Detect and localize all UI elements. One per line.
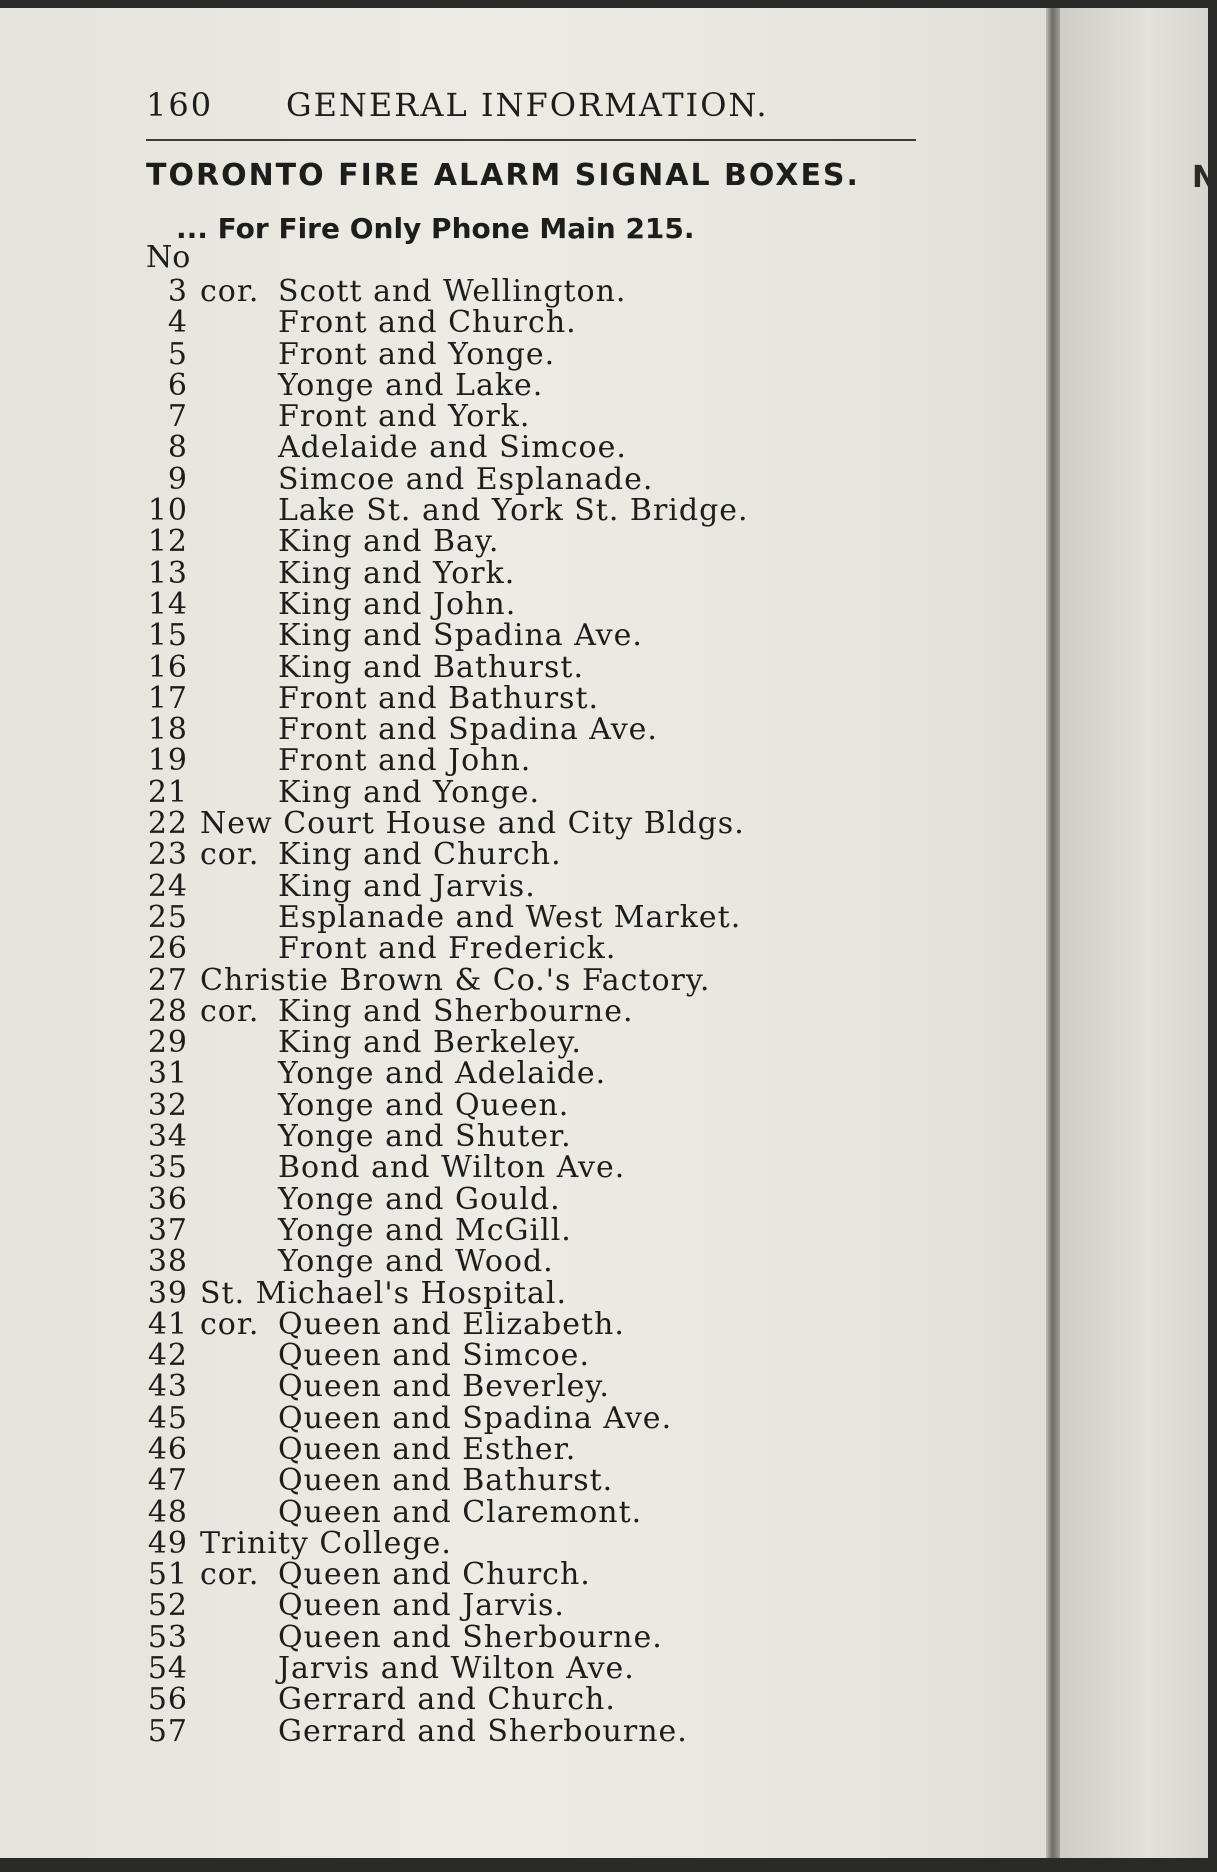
box-location: Queen and Simcoe. (278, 1338, 590, 1374)
signal-box-row (140, 1713, 688, 1749)
box-number: 14 (147, 586, 188, 622)
signal-box-row (140, 305, 577, 341)
corner-prefix: cor. (200, 1306, 260, 1342)
signal-box-row (140, 618, 643, 654)
box-location: King and Church. (278, 837, 562, 873)
signal-box-row (140, 1431, 577, 1467)
box-number: 38 (147, 1244, 188, 1280)
box-number: 4 (167, 305, 188, 341)
signal-box-row (140, 1619, 663, 1655)
signal-box-row (140, 461, 654, 497)
box-number: 52 (147, 1588, 188, 1624)
signal-box-row (140, 1525, 452, 1561)
box-location: Trinity College. (200, 1525, 452, 1561)
box-number: 18 (147, 712, 188, 748)
box-number: 36 (147, 1181, 188, 1217)
box-number: 26 (147, 931, 188, 967)
number-column-heading: No (146, 240, 191, 275)
box-number: 23 (147, 837, 188, 873)
signal-box-row (140, 1651, 635, 1687)
box-location: Queen and Sherbourne. (278, 1619, 663, 1655)
box-location: St. Michael's Hospital. (200, 1275, 568, 1311)
box-location: Queen and Claremont. (278, 1494, 643, 1530)
box-location: Yonge and Lake. (278, 367, 544, 403)
box-number: 21 (147, 774, 188, 810)
box-number: 31 (147, 1056, 188, 1092)
box-location: Christie Brown & Co.'s Factory. (200, 962, 711, 998)
signal-box-row (140, 1025, 582, 1061)
signal-box-row (140, 1181, 561, 1217)
header-rule (146, 139, 916, 141)
signal-box-row (140, 1682, 616, 1718)
section-title: TORONTO FIRE ALARM SIGNAL BOXES. (146, 158, 860, 193)
box-location: Front and Bathurst. (278, 680, 600, 716)
section-subtitle: ... For Fire Only Phone Main 215. (176, 212, 695, 245)
box-location: King and Sherbourne. (278, 993, 634, 1029)
box-location: Lake St. and York St. Bridge. (278, 493, 749, 529)
corner-prefix: cor. (200, 1557, 260, 1593)
signal-box-list (140, 274, 749, 1749)
signal-box-row (140, 837, 562, 873)
box-number: 29 (147, 1025, 188, 1061)
signal-box-row (140, 1212, 572, 1248)
box-location: Front and Frederick. (278, 931, 617, 967)
signal-box-row (140, 1369, 610, 1405)
signal-box-row (140, 1244, 554, 1280)
signal-box-row (140, 993, 634, 1029)
box-location: Yonge and Shuter. (278, 1119, 572, 1155)
box-location: Yonge and Adelaide. (278, 1056, 607, 1092)
signal-box-row (140, 336, 556, 372)
signal-box-row (140, 524, 500, 560)
box-location: Queen and Esther. (278, 1431, 577, 1467)
box-number: 22 (147, 806, 188, 842)
signal-box-row (140, 1400, 673, 1436)
box-number: 57 (147, 1713, 188, 1749)
signal-box-row (140, 774, 541, 810)
box-number: 37 (147, 1212, 188, 1248)
box-number: 28 (147, 993, 188, 1029)
signal-box-row (140, 1557, 591, 1593)
box-number: 5 (167, 336, 188, 372)
box-number: 17 (147, 680, 188, 716)
signal-box-row (140, 962, 711, 998)
signal-box-row (140, 367, 544, 403)
signal-box-row (140, 1306, 625, 1342)
box-number: 45 (147, 1400, 188, 1436)
box-location: Front and York. (278, 399, 531, 435)
box-location: Scott and Wellington. (278, 274, 627, 309)
box-location: Yonge and Wood. (278, 1244, 554, 1280)
box-number: 43 (147, 1369, 188, 1405)
box-location: Front and John. (278, 743, 532, 779)
box-number: 47 (147, 1463, 188, 1499)
box-location: King and York. (278, 555, 516, 591)
signal-box-row (140, 586, 517, 622)
box-location: Queen and Jarvis. (278, 1588, 565, 1624)
box-number: 24 (147, 868, 188, 904)
box-number: 3 (167, 274, 188, 309)
box-number: 13 (147, 555, 188, 591)
box-number: 51 (147, 1557, 188, 1593)
box-location: Front and Spadina Ave. (278, 712, 658, 748)
facing-page (1060, 8, 1217, 1858)
box-location: King and John. (278, 586, 517, 622)
signal-box-row (140, 1087, 570, 1123)
signal-box-row (140, 1494, 643, 1530)
box-location: Adelaide and Simcoe. (278, 430, 627, 466)
box-number: 6 (167, 367, 188, 403)
signal-box-row (140, 1056, 607, 1092)
signal-box-row (140, 1588, 565, 1624)
signal-box-row (140, 680, 600, 716)
signal-box-row (140, 1463, 614, 1499)
box-number: 10 (147, 493, 188, 529)
box-location: King and Jarvis. (278, 868, 536, 904)
signal-box-row (140, 1338, 590, 1374)
box-number: 19 (147, 743, 188, 779)
box-number: 49 (147, 1525, 188, 1561)
box-location: Front and Yonge. (278, 336, 556, 372)
signal-box-row (140, 555, 516, 591)
signal-box-row (140, 743, 532, 779)
box-number: 16 (147, 649, 188, 685)
page-header (146, 86, 769, 124)
box-number: 15 (147, 618, 188, 654)
signal-box-row (140, 274, 627, 309)
box-location: Simcoe and Esplanade. (278, 461, 654, 497)
box-location: Queen and Beverley. (278, 1369, 610, 1405)
box-location: Yonge and Gould. (278, 1181, 561, 1217)
box-number: 34 (147, 1119, 188, 1155)
signal-box-row (140, 399, 531, 435)
box-location: King and Bay. (278, 524, 500, 560)
box-number: 25 (147, 899, 188, 935)
box-number: 8 (167, 430, 188, 466)
box-location: Bond and Wilton Ave. (278, 1150, 626, 1186)
box-location: Queen and Church. (278, 1557, 591, 1593)
box-number: 42 (147, 1338, 188, 1374)
box-number: 9 (167, 461, 188, 497)
box-location: Esplanade and West Market. (278, 899, 742, 935)
box-location: Gerrard and Church. (278, 1682, 616, 1718)
corner-prefix: cor. (200, 993, 260, 1029)
box-location: Queen and Elizabeth. (278, 1306, 625, 1342)
box-location: New Court House and City Bldgs. (200, 806, 745, 842)
box-location: Yonge and McGill. (278, 1212, 572, 1248)
box-number: 12 (147, 524, 188, 560)
signal-box-row (140, 868, 536, 904)
box-location: Front and Church. (278, 305, 577, 341)
box-number: 35 (147, 1150, 188, 1186)
signal-box-row (140, 1150, 626, 1186)
signal-box-row (140, 899, 742, 935)
signal-box-row (140, 430, 627, 466)
box-number: 46 (147, 1431, 188, 1467)
corner-prefix: cor. (200, 274, 260, 309)
signal-box-row (140, 931, 617, 967)
signal-box-row (140, 806, 745, 842)
box-number: 27 (147, 962, 188, 998)
corner-prefix: cor. (200, 837, 260, 873)
box-location: King and Bathurst. (278, 649, 584, 685)
signal-box-row (140, 1119, 572, 1155)
box-number: 54 (147, 1651, 188, 1687)
box-number: 7 (167, 399, 188, 435)
running-title: GENERAL INFORMATION. (286, 86, 769, 124)
signal-box-row (140, 1275, 568, 1311)
box-location: Queen and Bathurst. (278, 1463, 614, 1499)
page-number: 160 (146, 86, 214, 124)
box-number: 39 (147, 1275, 188, 1311)
box-location: Yonge and Queen. (278, 1087, 570, 1123)
signal-box-row (140, 649, 584, 685)
box-location: Jarvis and Wilton Ave. (278, 1651, 635, 1687)
box-number: 32 (147, 1087, 188, 1123)
box-number: 48 (147, 1494, 188, 1530)
box-number: 56 (147, 1682, 188, 1718)
book-page (0, 8, 1217, 1858)
box-location: King and Spadina Ave. (278, 618, 643, 654)
box-number: 53 (147, 1619, 188, 1655)
box-location: Gerrard and Sherbourne. (278, 1713, 688, 1749)
box-location: King and Berkeley. (278, 1025, 582, 1061)
signal-box-row (140, 493, 749, 529)
book-gutter (1046, 8, 1060, 1858)
facing-page-text: N (1192, 160, 1217, 195)
box-location: King and Yonge. (278, 774, 541, 810)
box-location: Queen and Spadina Ave. (278, 1400, 673, 1436)
signal-box-row (140, 712, 658, 748)
box-number: 41 (147, 1306, 188, 1342)
